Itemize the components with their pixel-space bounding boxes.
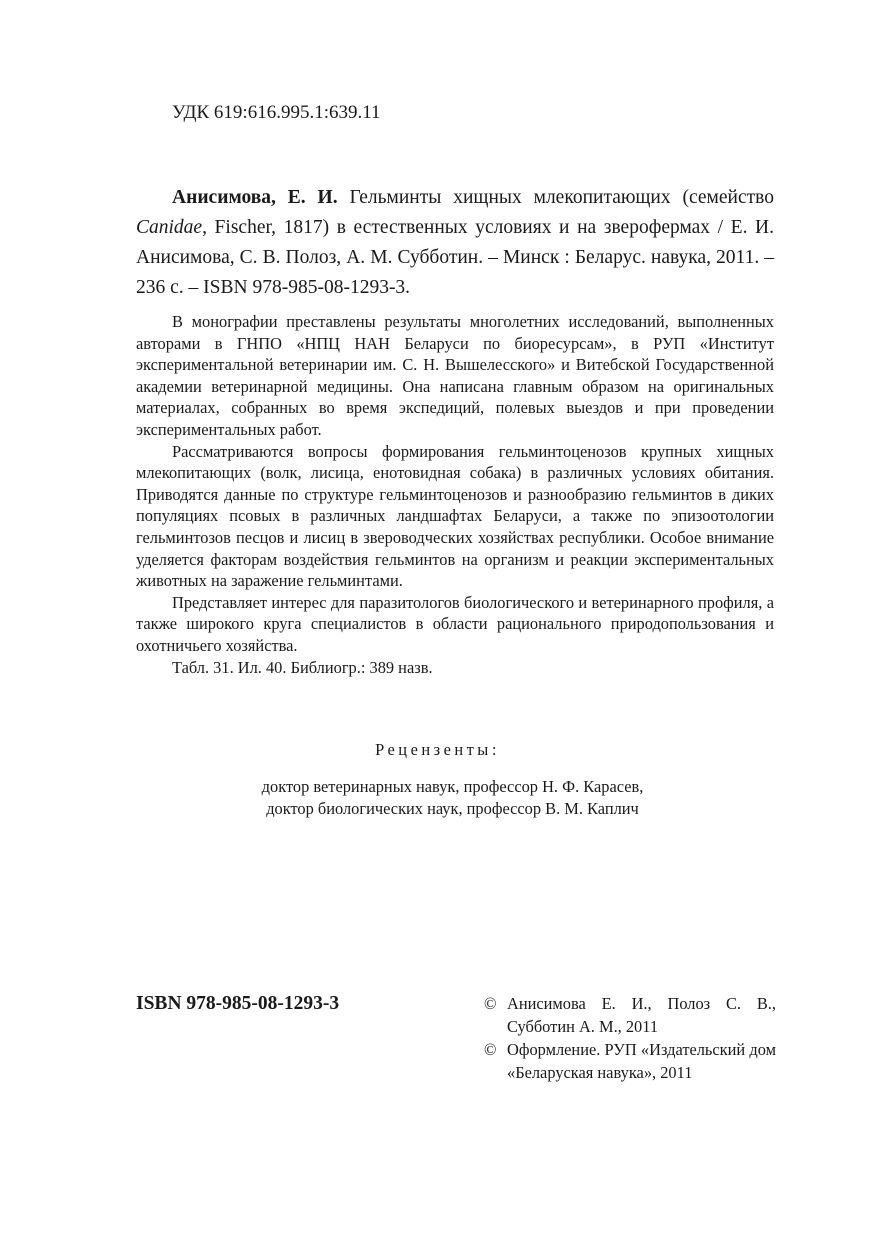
udk-code: УДК 619:616.995.1:639.11	[172, 102, 381, 123]
abstract-paragraph-2: Рассматриваются вопросы формирования гельминтоценозов крупных хищных млекопитающих (волк, лисица, енотовидная собака) в различных условиях обитания. Приводятся данные по структуре гельминтоценозов и разнообразию гельминтов в диких популяциях псовых в различных ландшафтах Беларуси, а также по эпизоотологии гельминтозов песцов и лисиц в звероводческих хозяйствах республики. Особое внимание уделяется факторам воздействия гельминтов на организм и реакции экспериментальных животных на заражение гельминтами.	[136, 441, 774, 591]
abstract-paragraph-3: Представляет интерес для паразитологов биологического и ветеринарного профиля, а также широкого круга специалистов в области рационального природопользования и охотничьего хозяйства.	[136, 592, 774, 655]
reviewer-1: доктор ветеринарных навук, профессор Н. Ф. Карасев,	[261, 777, 644, 796]
reviewers-list	[0, 776, 875, 820]
bib-author: Анисимова, Е. И.	[172, 187, 338, 208]
bib-text-after-latin: , Fischer, 1817) в естественных условиях и на зверофермах / Е. И. Анисимова, С. В. Полоз, А. М. Субботин. – Минск : Беларус. навука, 2011. – 236 с. – ISBN 978-985-08-1293-3.	[136, 217, 774, 298]
abstract-paragraph-1: В монографии преставлены результаты многолетних исследований, выполненных авторами в ГНПО «НПЦ НАН Беларуси по биоресурсам», в РУП «Институт экспериментальной ветеринарии им. С. Н. Вышелесского» и Витебской Государственной академии ветеринарной медицины. Она написана главным образом на оригинальных материалах, собранных во время экспедиций, полевых выездов и при проведении экспериментальных работ.	[136, 312, 774, 439]
reviewers-heading: Рецензенты:	[375, 740, 500, 759]
copyright-block	[484, 992, 776, 1084]
copyright-symbol: ©	[484, 1040, 497, 1059]
reviewer-2: доктор биологических наук, профессор В. М. Каплич	[266, 799, 639, 818]
bibliographic-description	[136, 183, 774, 303]
copyright-design	[484, 1038, 776, 1084]
copyright-design-text: Оформление. РУП «Издательский дом «Беларуская навука», 2011	[507, 1040, 776, 1082]
bib-text-before-latin: Гельминты хищных млекопитающих (семейство	[337, 187, 774, 208]
copyright-authors	[484, 992, 776, 1038]
isbn: ISBN 978-985-08-1293-3	[136, 993, 340, 1014]
copyright-symbol: ©	[484, 994, 497, 1013]
bib-latin-name: Canidae	[136, 217, 203, 238]
abstract-stats: Табл. 31. Ил. 40. Библиогр.: 389 назв.	[172, 657, 433, 677]
abstract	[136, 311, 774, 678]
copyright-authors-text: Анисимова Е. И., Полоз С. В., Субботин А. М., 2011	[507, 994, 776, 1036]
